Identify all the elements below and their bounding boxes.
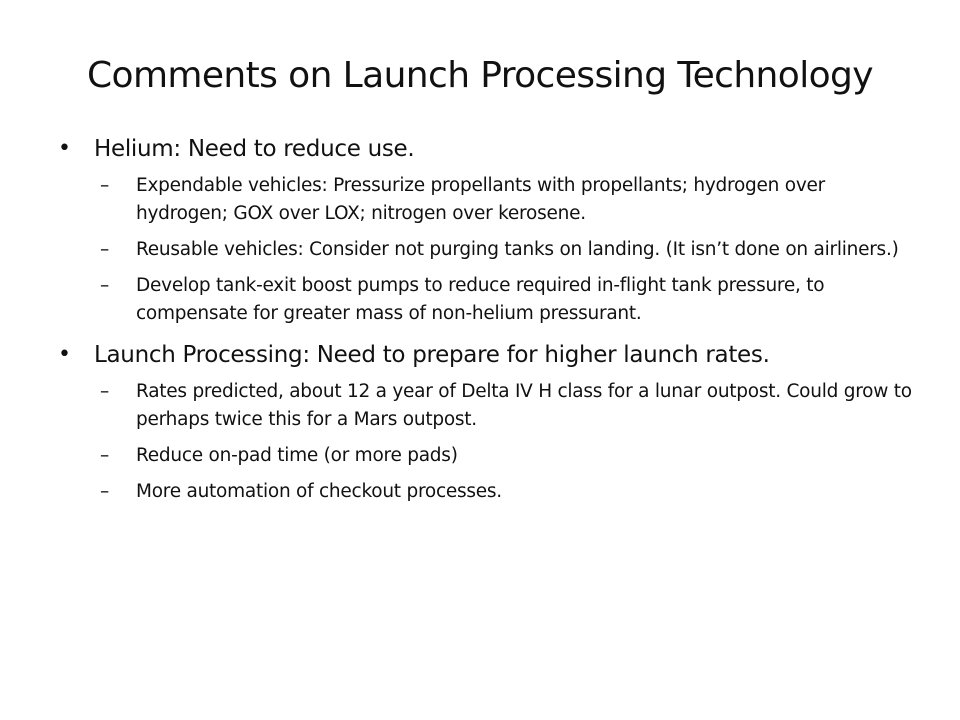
sub-bullet-marker: – — [100, 445, 109, 466]
sub-bullet-on-pad-time — [58, 442, 918, 470]
sub-bullet-text: Expendable vehicles: Pressurize propellants with propellants; hydrogen over hydrogen; GOX over LOX; nitrogen over kerosene. — [136, 175, 826, 224]
bullet-helium — [58, 132, 918, 166]
sub-bullet-marker: – — [100, 381, 109, 402]
bullet-group-launch-processing — [58, 338, 918, 506]
sub-bullet-marker: – — [100, 175, 109, 196]
slide-title: Comments on Launch Processing Technology — [86, 55, 873, 96]
sub-bullet-text: Reduce on-pad time (or more pads) — [136, 445, 458, 466]
sub-bullet-expendable-vehicles — [58, 172, 918, 228]
sub-bullet-text: More automation of checkout processes. — [136, 481, 502, 502]
sub-bullet-text: Develop tank-exit boost pumps to reduce required in-flight tank pressure, to compensate for greater mass of non-helium pressurant. — [136, 275, 825, 324]
bullet-text: Launch Processing: Need to prepare for higher launch rates. — [94, 342, 770, 368]
sub-bullet-marker: – — [100, 239, 109, 260]
sub-bullet-marker: – — [100, 481, 109, 502]
sub-bullet-text: Rates predicted, about 12 a year of Delta IV H class for a lunar outpost. Could grow to perhaps twice this for a Mars outpost. — [136, 381, 912, 430]
sub-bullet-marker: – — [100, 275, 109, 296]
sub-bullet-boost-pumps — [58, 272, 918, 328]
bullet-launch-processing — [58, 338, 918, 372]
sub-bullet-text: Reusable vehicles: Consider not purging tanks on landing. (It isn’t done on airliners.) — [136, 239, 899, 260]
bullet-group-helium — [58, 132, 918, 328]
bullet-marker: • — [58, 136, 71, 161]
sub-bullet-automation — [58, 478, 918, 506]
sub-bullet-rates-predicted — [58, 378, 918, 434]
slide-body — [58, 132, 918, 506]
bullet-text: Helium: Need to reduce use. — [94, 136, 415, 162]
sub-bullet-list — [58, 172, 918, 328]
sub-bullet-reusable-vehicles — [58, 236, 918, 264]
bullet-marker: • — [58, 342, 71, 367]
sub-bullet-list — [58, 378, 918, 506]
